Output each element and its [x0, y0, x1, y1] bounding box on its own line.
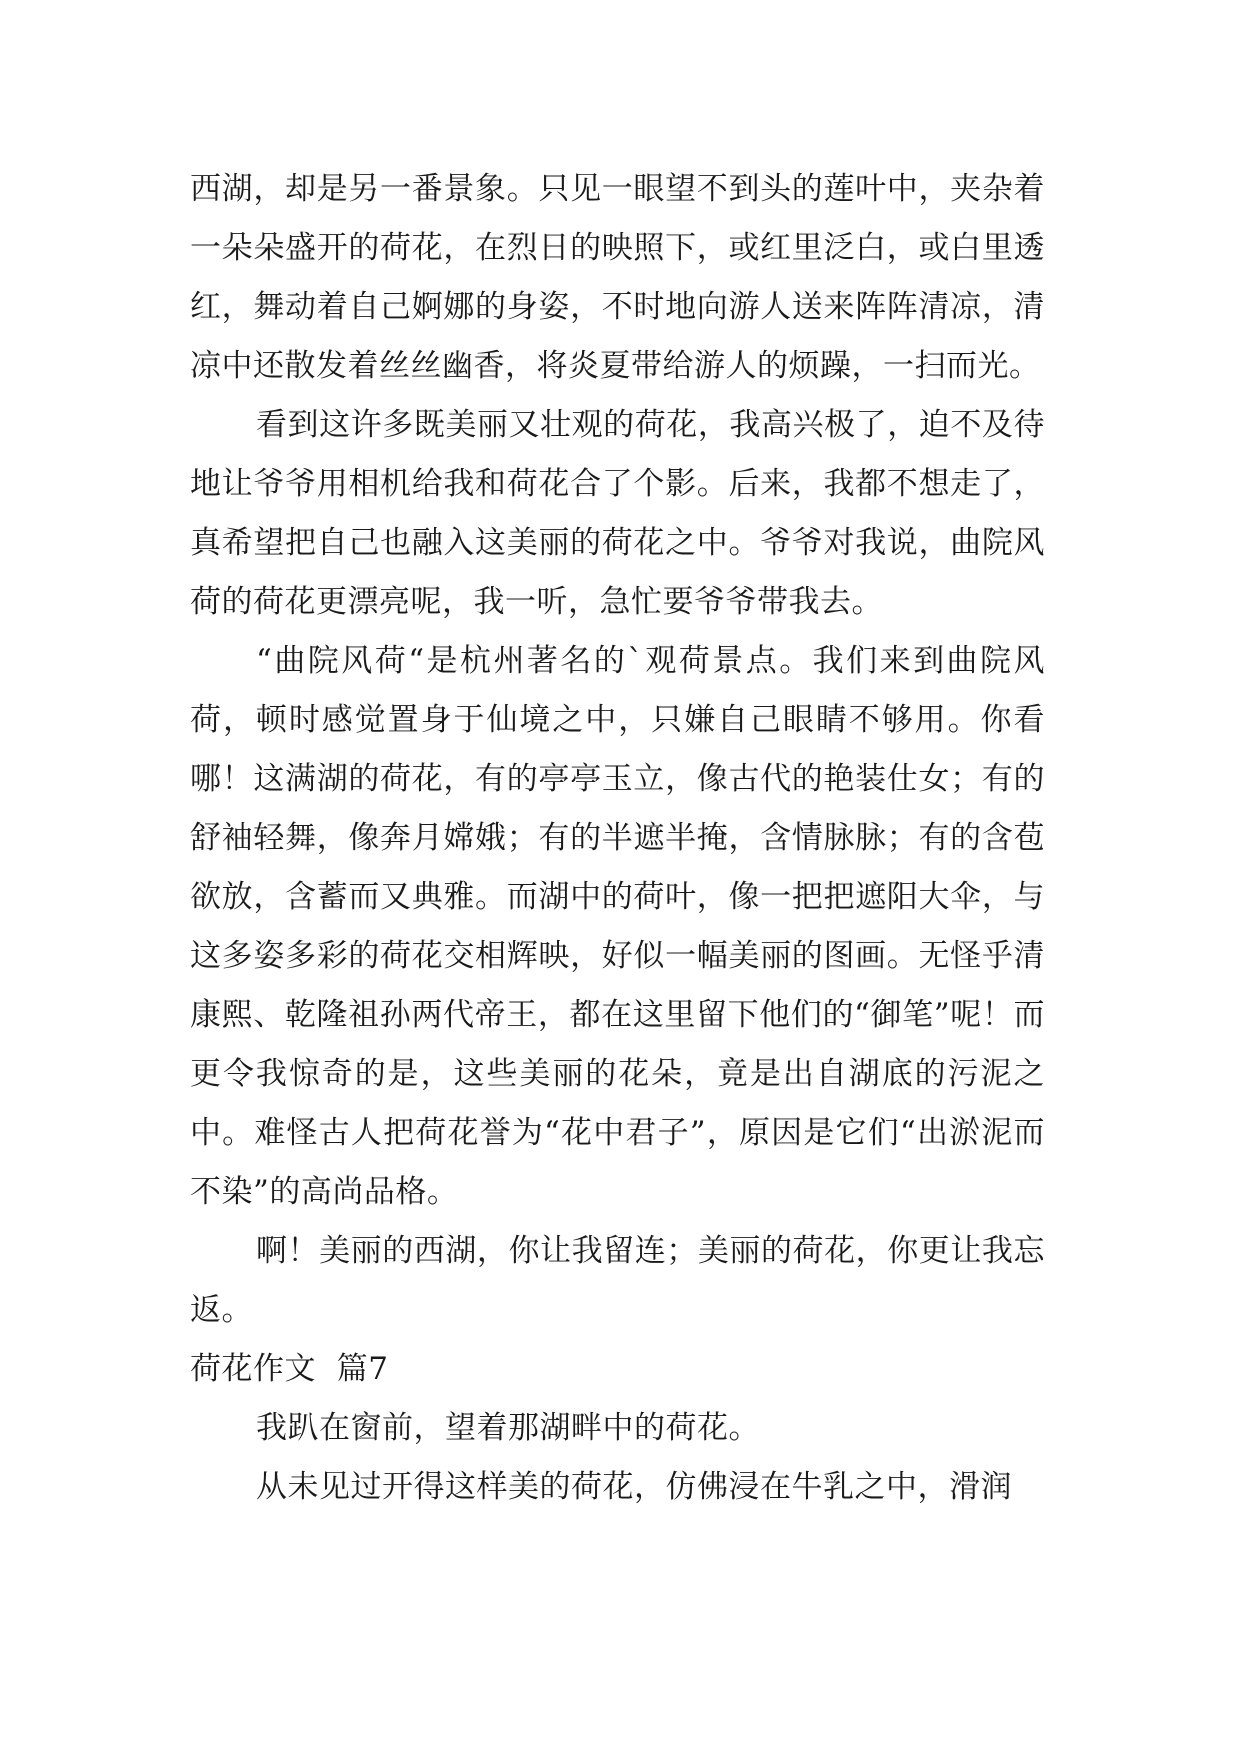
paragraph-west-lake-scene: 西湖，却是另一番景象。只见一眼望不到头的莲叶中，夹杂着一朵朵盛开的荷花，在烈日的映照下，或红里泛白，或白里透红，舞动着自己婀娜的身姿，不时地向游人送来阵阵清凉，清凉中还散发着丝丝幽香，将炎夏带给游人的烦躁，一扫而光。	[190, 171, 1045, 384]
paragraph-quyuan-fenghe: “曲院风荷“是杭州著名的`观荷景点。我们来到曲院风荷，顿时感觉置身于仙境之中，只嫌自己眼睛不够用。你看哪！这满湖的荷花，有的亭亭玉立，像古代的艳装仕女；有的舒袖轻舞，像奔月嫦娥；有的半遮半掩，含情脉脉；有的含苞欲放，含蓄而又典雅。而湖中的荷叶，像一把把遮阳大伞，与这多姿多彩的荷花交相辉映，好似一幅美丽的图画。无怪乎清康熙、乾隆祖孙两代帝王，都在这里留下他们的“御笔”呢！而更令我惊奇的是，这些美丽的花朵，竟是出自湖底的污泥之中。难怪古人把荷花誉为“花中君子”，原因是它们“出淤泥而不染”的高尚品格。	[190, 643, 1045, 1210]
paragraph-photo-with-grandpa: 看到这许多既美丽又壮观的荷花，我高兴极了，迫不及待地让爷爷用相机给我和荷花合了个影。后来，我都不想走了，真希望把自己也融入这美丽的荷花之中。爷爷对我说，曲院风荷的荷花更漂亮呢，我一听，急忙要爷爷带我去。	[190, 407, 1045, 620]
paragraph-closing: 啊！美丽的西湖，你让我留连；美丽的荷花，你更让我忘返。	[190, 1233, 1045, 1328]
paragraph-never-seen: 从未见过开得这样美的荷花，仿佛浸在牛乳之中，滑润	[256, 1469, 1012, 1505]
paragraph-window: 我趴在窗前，望着那湖畔中的荷花。	[256, 1410, 760, 1446]
essay-body	[190, 160, 1045, 1517]
section-heading: 荷花作文 篇7	[190, 1351, 389, 1387]
